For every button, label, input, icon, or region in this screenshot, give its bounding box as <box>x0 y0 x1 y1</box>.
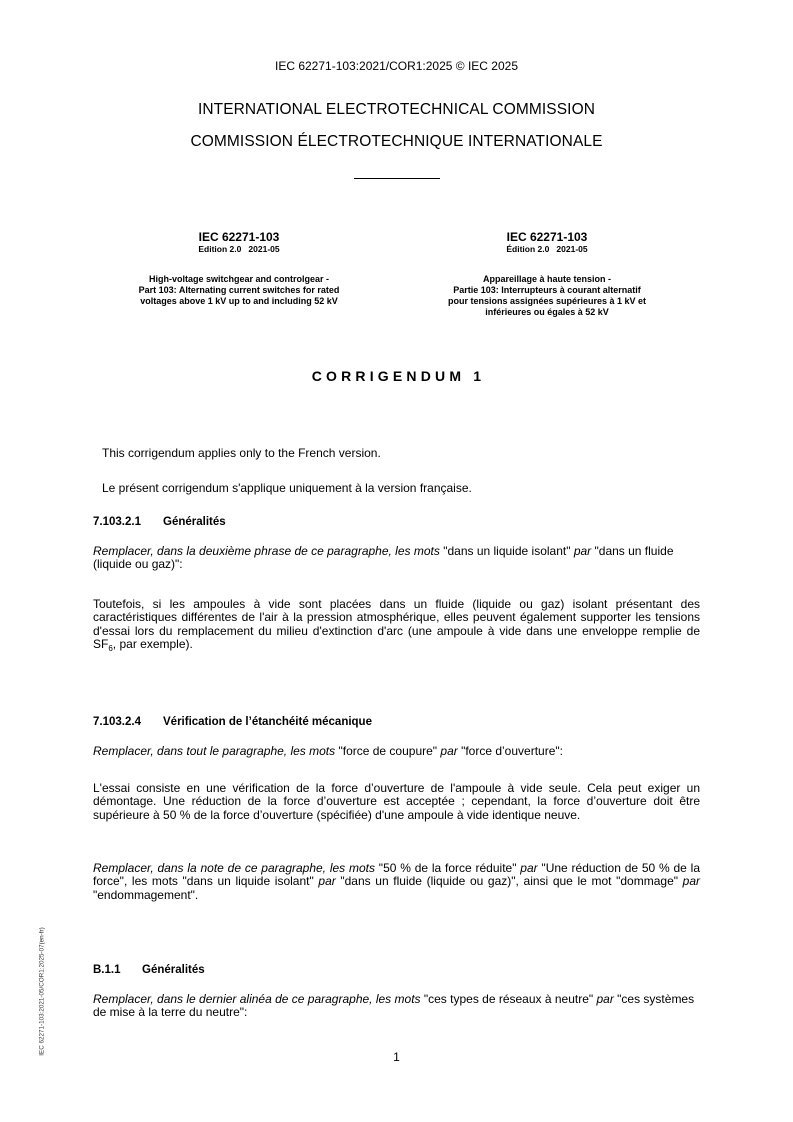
instruction-text: "50 % de la force réduite" <box>375 861 521 875</box>
edition-en: Edition 2.0 2021-05 <box>198 244 280 254</box>
instruction-italic: Remplacer, dans tout le paragraphe, les mots <box>93 744 336 758</box>
instruction-7-103-2-4 <box>93 745 700 758</box>
org-title-fr: COMMISSION ÉLECTROTECHNIQUE INTERNATIONALE <box>190 133 603 150</box>
side-reference-note: IEC 62271-103:2021-05/COR1:2025-07(en-fr) <box>38 927 46 1056</box>
section-title: Généralités <box>142 964 205 976</box>
corrigendum-heading: CORRIGENDUM 1 <box>311 368 486 384</box>
section-title: Vérification de l’étanchéité mécanique <box>163 716 372 728</box>
section-heading-b-1-1 <box>93 964 700 977</box>
standard-block-fr <box>397 230 697 318</box>
title-line: Appareillage à haute tension - <box>482 274 612 284</box>
instruction-text: "Une réduction de 50 % de la force", les mots "dans un liquide isolant" <box>93 861 701 889</box>
instruction-italic: Remplacer, dans le dernier alinéa de ce paragraphe, les mots <box>93 992 421 1006</box>
section-number: 7.103.2.4 <box>93 716 141 728</box>
page-number: 1 <box>393 1050 400 1064</box>
body-7-103-2-4: L'essai consiste en une vérification de la force d’ouverture de l'ampoule à vide seule. Cela peut exiger un démontage. Une réduction de la force d’ouverture est acceptée ; cependant, la force d’ouverture doit être supérieure à 50 % de la force d’ouverture (spécifiée) d'une ampoule à vide identique neuve. <box>93 781 700 822</box>
section-number: B.1.1 <box>93 964 121 976</box>
instruction-text: "dans un fluide (liquide ou gaz)": <box>93 544 674 572</box>
instruction-text: "dans un fluide (liquide ou gaz)", ainsi que le mot "dommage" <box>335 874 683 889</box>
edition-fr: Édition 2.0 2021-05 <box>506 244 588 254</box>
instruction-italic: par <box>520 861 538 875</box>
instruction-italic: par <box>596 992 614 1006</box>
body-7-103-2-1 <box>93 598 700 652</box>
section-heading-7-103-2-4 <box>93 716 700 729</box>
title-line: Partie 103: Interrupteurs à courant alternatif <box>453 285 641 295</box>
subscript: 6 <box>108 644 113 654</box>
instruction-italic: par <box>318 874 336 889</box>
instruction-italic: par <box>682 874 700 889</box>
standard-block-en <box>89 230 389 307</box>
section-number: 7.103.2.1 <box>93 516 141 528</box>
instruction-text: "ces types de réseaux à neutre" <box>420 992 597 1006</box>
standard-title-fr <box>397 274 697 318</box>
standard-number-en: IEC 62271-103 <box>198 230 280 244</box>
header-reference: IEC 62271-103:2021/COR1:2025 © IEC 2025 <box>275 59 518 73</box>
instruction-b-1-1 <box>93 993 700 1020</box>
title-line: Part 103: Alternating current switches for rated <box>138 285 340 295</box>
instruction-italic: par <box>573 544 592 558</box>
standard-title-en <box>89 274 389 307</box>
standard-number-fr: IEC 62271-103 <box>506 230 588 244</box>
instruction-text: "force de coupure" <box>335 744 441 758</box>
note-instruction-7-103-2-4 <box>93 862 700 902</box>
section-title: Généralités <box>163 516 226 528</box>
body-text: , par exemple). <box>112 637 193 652</box>
instruction-text: "dans un liquide isolant" <box>439 544 574 558</box>
instruction-7-103-2-1 <box>93 545 700 572</box>
org-title-en: INTERNATIONAL ELECTROTECHNICAL COMMISSION <box>197 101 596 118</box>
instruction-italic: par <box>440 744 458 758</box>
title-line: High-voltage switchgear and controlgear - <box>148 274 330 284</box>
title-line: inférieures ou égales à 52 kV <box>485 307 609 317</box>
instruction-text: "ces systèmes de mise à la terre du neutre": <box>93 992 695 1020</box>
title-line: pour tensions assignées supérieures à 1 kV et <box>447 296 647 306</box>
section-heading-7-103-2-1 <box>93 516 700 529</box>
instruction-italic: Remplacer, dans la note de ce paragraphe, les mots <box>93 861 375 875</box>
instruction-text: "force d’ouverture": <box>457 744 563 758</box>
body-text: Toutefois, si les ampoules à vide sont placées dans un fluide (liquide ou gaz) isolant présentant des caractéristiques différentes de l'air à la pression atmosphérique, elles peuvent également supporter les tensions d'essai lors du remplacement du milieu d'extinction d'arc (une ampoule à vide dans une enveloppe remplie de SF <box>93 597 700 652</box>
title-line: voltages above 1 kV up to and including 52 kV <box>140 296 338 306</box>
intro-en: This corrigendum applies only to the French version. <box>102 446 381 460</box>
instruction-italic: Remplacer, dans la deuxième phrase de ce paragraphe, les mots <box>93 544 440 558</box>
intro-fr: Le présent corrigendum s'applique uniquement à la version française. <box>102 481 472 495</box>
instruction-text: "endommagement". <box>93 887 199 902</box>
title-rule <box>354 178 440 179</box>
